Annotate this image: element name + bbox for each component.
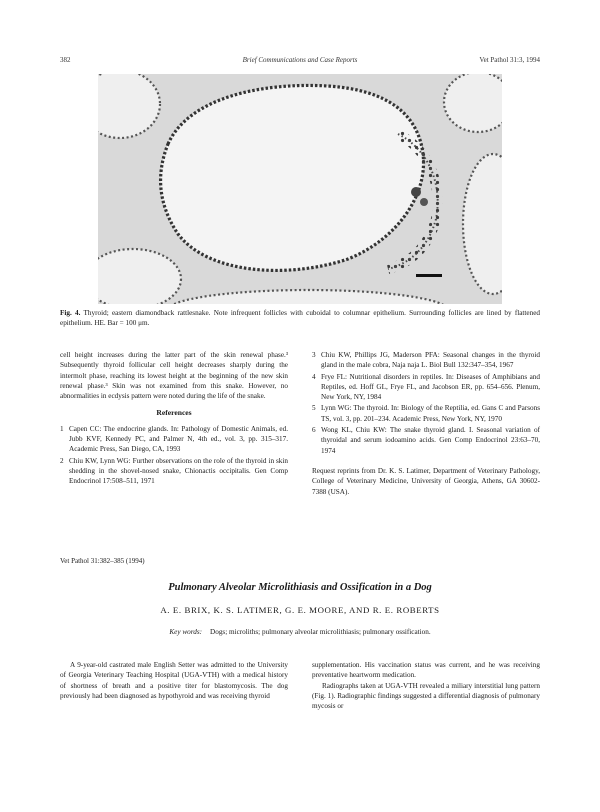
keywords-line bbox=[60, 628, 540, 636]
reference-item bbox=[60, 456, 288, 487]
right-column bbox=[312, 350, 540, 497]
article-authors: A. E. BRIX, K. S. LATIMER, G. E. MOORE, AND R. E. ROBERTS bbox=[160, 605, 440, 615]
reference-text: Capen CC: The endocrine glands. In: Pathology of Domestic Animals, ed. Jubb KVF, Kennedy PC, and Palmer N, 4th ed., vol. 3, pp. 315–317. Academic Press, San Diego, CA, 1993 bbox=[69, 424, 288, 454]
reference-number: 2 bbox=[60, 456, 64, 465]
reference-text: Frye FL: Nutritional disorders in reptiles. In: Diseases of Amphibians and Reptiles, ed. Hoff GL, Frye FL, and Jacobson ER, pp. 654–656. Plenum, New York, NY, 1984 bbox=[321, 372, 540, 402]
reference-text: Chiu KW, Lynn WG: Further observations on the role of the thyroid in skin shedding in the shovel-nosed snake, Chionactis occipitalis. Gen Comp Endocrinol 17:508–511, 1971 bbox=[69, 456, 288, 486]
keywords-label: Key words: bbox=[169, 628, 203, 636]
history-paragraph: supplementation. His vaccination status was current, and he was receiving preventative heartworm medication. bbox=[312, 661, 540, 680]
article-title: Pulmonary Alveolar Microlithiasis and Ossification in a Dog bbox=[168, 582, 432, 593]
reference-item bbox=[312, 403, 540, 424]
reference-number: 5 bbox=[312, 404, 316, 413]
reference-item bbox=[312, 372, 540, 403]
continued-paragraph: cell height increases during the latter part of the skin renewal phase.³ Subsequently thyroid follicular cell height decreases sharply during the intermolt phase, reaching its lowest height at the beginning of the new skin renewal phase.³ Skin was not examined from this snake. However, no abnormalities in ecdysis pattern were noted during the life of the snake. bbox=[60, 351, 288, 401]
reference-text: Chiu KW, Phillips JG, Maderson PFA: Seasonal changes in the thyroid gland in the male cobra, Naja naja L. Biol Bull 132:347–354, 1967 bbox=[321, 351, 540, 370]
reprint-request: Request reprints from Dr. K. S. Latimer, Department of Veterinary Pathology, College of Veterinary Medicine, University of Georgia, Athens, GA 30602-7388 (USA). bbox=[312, 466, 540, 496]
reference-number: 6 bbox=[312, 426, 316, 435]
journal-reference: Vet Pathol 31:3, 1994 bbox=[479, 56, 540, 64]
radiograph-paragraph: Radiographs taken at UGA-VTH revealed a miliary interstitial lung pattern (Fig. 1). Radiographic findings suggested a differential diagnosis of pulmonary mycosis or bbox=[312, 681, 540, 711]
intro-paragraph: A 9-year-old castrated male English Setter was admitted to the University of Georgia Veterinary Teaching Hospital (UGA-VTH) with a medical history of shortness of breath and a positive titer for blastomycosis. The dog previously had been diagnosed as hypothyroid and was receiving thyroid bbox=[60, 661, 288, 700]
keywords-text: Dogs; microliths; pulmonary alveolar microlithiasis; pulmonary ossification. bbox=[210, 628, 431, 636]
reference-number: 4 bbox=[312, 372, 316, 381]
references-heading: References bbox=[156, 408, 192, 418]
article-citation: Vet Pathol 31:382–385 (1994) bbox=[60, 557, 145, 565]
caption-label: Fig. 4. bbox=[60, 309, 81, 317]
thyroid-micrograph bbox=[98, 74, 502, 304]
left-column bbox=[60, 350, 288, 488]
reference-number: 1 bbox=[60, 424, 64, 433]
reference-text: Lynn WG: The thyroid. In: Biology of the Reptilia, ed. Gans C and Parsons TS, vol. 3, pp. 201–234. Academic Press, New York, NY, 1970 bbox=[321, 404, 540, 423]
figure-caption bbox=[60, 308, 540, 328]
reference-item bbox=[312, 425, 540, 456]
article-body-left bbox=[60, 660, 288, 701]
caption-text: Thyroid; eastern diamondback rattlesnake. Note infrequent follicles with cuboidal to columnar epithelium. Surrounding follicles are lined by flattened epithelium. HE. Bar = 100 μm. bbox=[60, 309, 540, 327]
article-body-right bbox=[312, 660, 540, 711]
reference-number: 3 bbox=[312, 351, 316, 359]
reference-item bbox=[312, 350, 540, 371]
page-number: 382 bbox=[60, 56, 71, 64]
reference-text: Wong KL, Chiu KW: The snake thyroid gland. I. Seasonal variation of thyroidal and serum iodoamino acids. Gen Comp Endocrinol 23:63–70, 1974 bbox=[321, 426, 540, 455]
running-title: Brief Communications and Case Reports bbox=[242, 56, 358, 64]
reference-item bbox=[60, 424, 288, 455]
